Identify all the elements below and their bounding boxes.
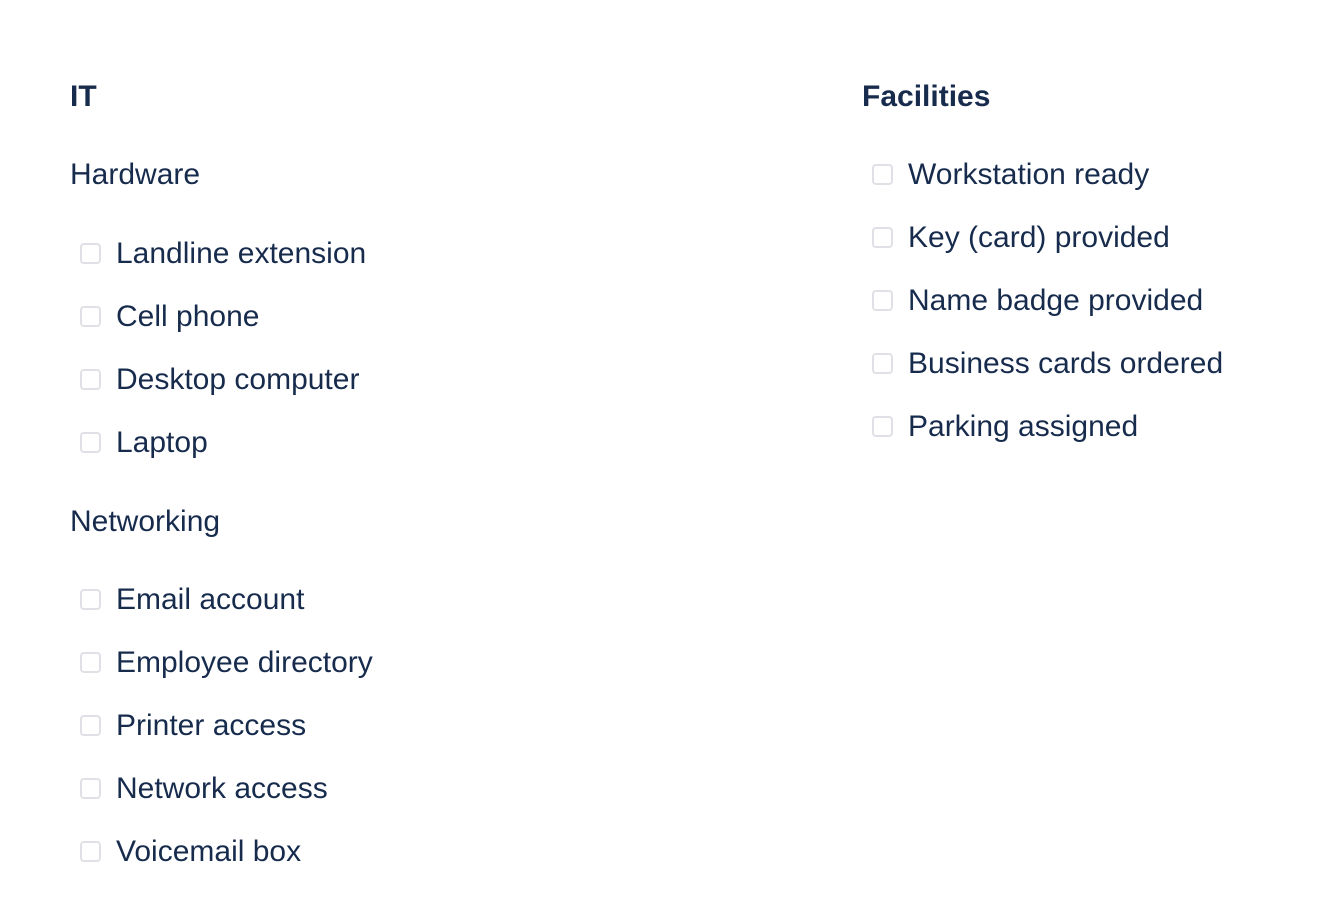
- task-label: Printer access: [116, 708, 307, 742]
- task-item-parking-assigned[interactable]: [862, 395, 1223, 458]
- facilities-task-list: [862, 143, 1223, 458]
- checkbox[interactable]: [80, 243, 101, 264]
- task-label: Key (card) provided: [908, 220, 1170, 254]
- task-item-printer-access[interactable]: [70, 694, 373, 757]
- checkbox[interactable]: [80, 306, 101, 327]
- task-label: Network access: [116, 771, 328, 805]
- task-item-voicemail-box[interactable]: [70, 820, 373, 883]
- task-item-email-account[interactable]: [70, 568, 373, 631]
- task-item-employee-directory[interactable]: [70, 631, 373, 694]
- task-label: Landline extension: [116, 236, 367, 270]
- task-item-business-cards-ordered[interactable]: [862, 332, 1223, 395]
- checkbox[interactable]: [80, 841, 101, 862]
- checkbox[interactable]: [872, 227, 893, 248]
- checkbox[interactable]: [872, 290, 893, 311]
- networking-task-list: [70, 568, 373, 883]
- task-label: Laptop: [116, 425, 208, 459]
- task-item-laptop[interactable]: [70, 411, 366, 474]
- networking-heading: Networking: [70, 505, 221, 538]
- checkbox[interactable]: [872, 416, 893, 437]
- checkbox[interactable]: [80, 715, 101, 736]
- task-label: Name badge provided: [908, 283, 1204, 317]
- task-item-key-card-provided[interactable]: [862, 206, 1223, 269]
- task-label: Email account: [116, 582, 305, 616]
- task-item-landline-extension[interactable]: [70, 222, 366, 285]
- checkbox[interactable]: [80, 652, 101, 673]
- checkbox[interactable]: [80, 369, 101, 390]
- task-label: Voicemail box: [116, 834, 302, 868]
- task-label: Business cards ordered: [908, 346, 1224, 380]
- it-section-title: IT: [70, 80, 97, 113]
- task-label: Workstation ready: [908, 157, 1150, 191]
- task-label: Parking assigned: [908, 409, 1139, 443]
- checkbox[interactable]: [80, 778, 101, 799]
- checkbox[interactable]: [80, 589, 101, 610]
- task-item-desktop-computer[interactable]: [70, 348, 366, 411]
- checkbox[interactable]: [80, 432, 101, 453]
- hardware-heading: Hardware: [70, 158, 201, 191]
- task-item-network-access[interactable]: [70, 757, 373, 820]
- checkbox[interactable]: [872, 164, 893, 185]
- hardware-task-list: [70, 222, 366, 474]
- task-label: Desktop computer: [116, 362, 360, 396]
- task-label: Employee directory: [116, 645, 373, 679]
- task-item-name-badge-provided[interactable]: [862, 269, 1223, 332]
- task-item-cell-phone[interactable]: [70, 285, 366, 348]
- facilities-section-title: Facilities: [862, 80, 991, 113]
- task-item-workstation-ready[interactable]: [862, 143, 1223, 206]
- checkbox[interactable]: [872, 353, 893, 374]
- task-label: Cell phone: [116, 299, 260, 333]
